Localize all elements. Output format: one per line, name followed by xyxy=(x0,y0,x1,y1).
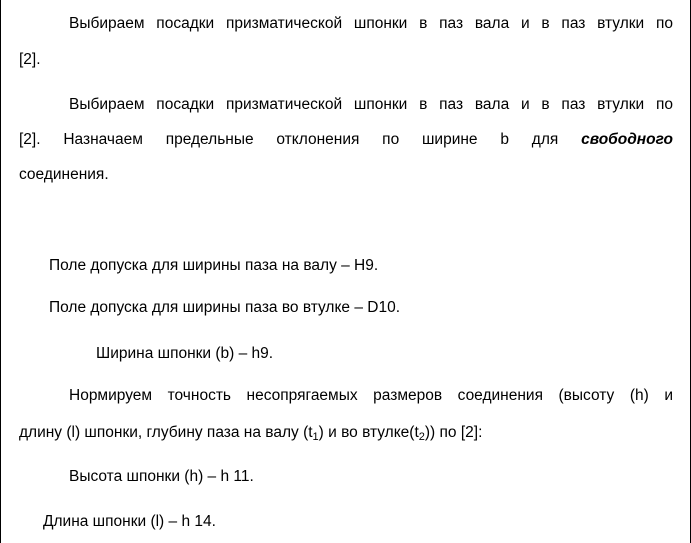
paragraph-3-line-2 xyxy=(19,423,482,444)
key-width: Ширина шпонки (b) – h9. xyxy=(96,345,274,362)
subscript-1: 1 xyxy=(312,431,319,443)
paragraph-2-line-2-text: [2]. Назначаем предельные отклонения по ширине b для xyxy=(19,131,582,148)
paragraph-3-text-a: длину (l) шпонки, глубину паза на валу (t xyxy=(19,424,313,441)
key-height: Высота шпонки (h) – h 11. xyxy=(69,468,254,485)
paragraph-2-line-1: Выбираем посадки призматической шпонки в паз вала и в паз втулки по xyxy=(69,96,673,113)
paragraph-2-line-2 xyxy=(19,130,673,150)
tolerance-shaft-slot: Поле допуска для ширины паза на валу – H9. xyxy=(49,257,379,274)
paragraph-3-line-1: Нормируем точность несопрягаемых размеров соединения (высоту (h) и xyxy=(69,387,673,404)
paragraph-3-text-b: ) и во втулке(t xyxy=(318,424,419,441)
paragraph-1-line-1: Выбираем посадки призматической шпонки в паз вала и в паз втулки по xyxy=(69,15,673,32)
key-length: Длина шпонки (l) – h 14. xyxy=(43,513,216,530)
paragraph-2-line-3: соединения. xyxy=(19,166,109,183)
subscript-2: 2 xyxy=(418,431,425,443)
paragraph-1-line-2: [2]. xyxy=(19,51,41,68)
emphasis-free-connection: свободного xyxy=(581,131,673,148)
tolerance-hub-slot: Поле допуска для ширины паза во втулке – D10. xyxy=(49,299,401,316)
paragraph-3-text-c: )) по [2]: xyxy=(424,424,483,441)
